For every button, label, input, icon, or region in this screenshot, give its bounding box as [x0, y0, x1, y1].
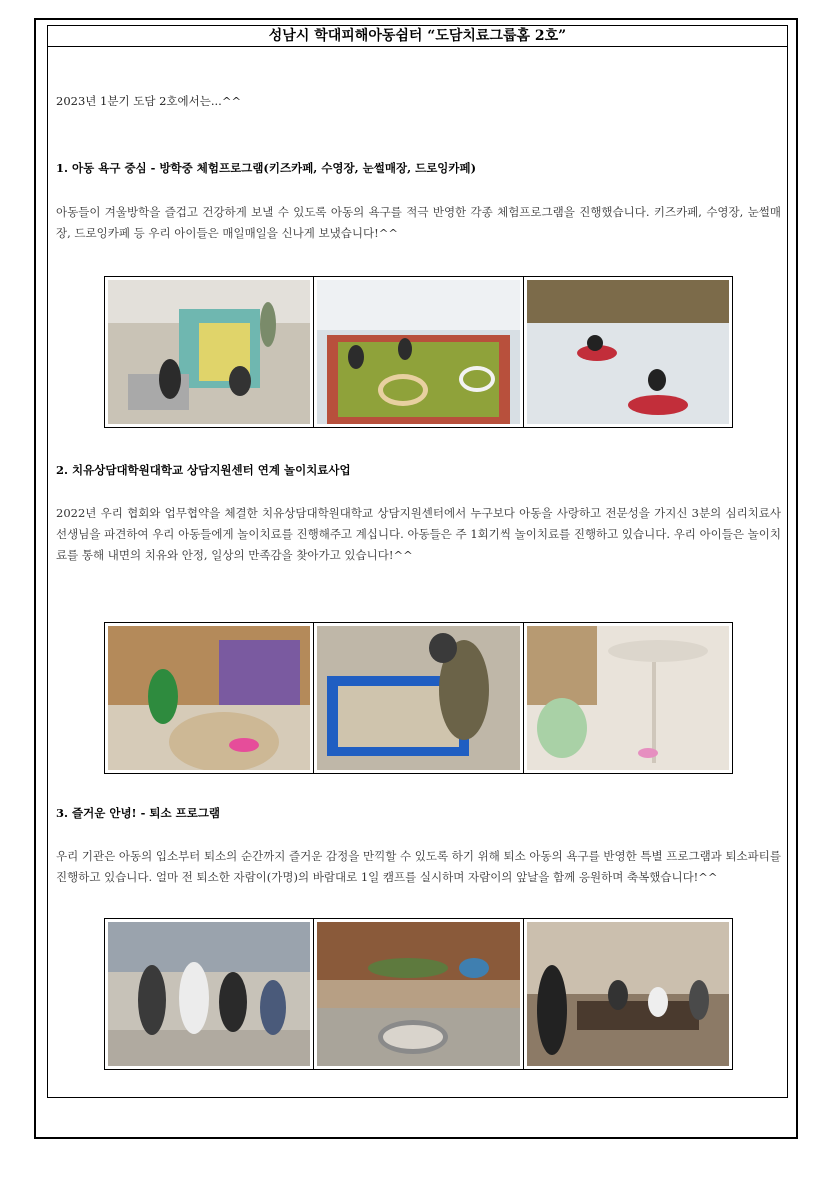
farewell-party-photo: [524, 919, 732, 1069]
campfire-site-photo: [314, 919, 523, 1069]
sand-tray-photo: [314, 623, 523, 773]
section-3-photo-row: [104, 918, 733, 1070]
section-1-heading: 1. 아동 욕구 중심 - 방학중 체험프로그램(키즈카페, 수영장, 눈썰매장, 드로잉카페): [56, 161, 477, 175]
snow-sled-photo: [524, 277, 732, 427]
play-therapy-clay-photo: [105, 623, 314, 773]
section-1-photo-row: [104, 276, 733, 428]
swimming-pool-photo: [314, 277, 523, 427]
therapy-room-photo: [524, 623, 732, 773]
section-2-photo-row: [104, 622, 733, 774]
section-3-heading: 3. 즐거운 안녕! - 퇴소 프로그램: [56, 806, 221, 820]
section-3-body: 우리 기관은 아동의 입소부터 퇴소의 순간까지 즐거운 감정을 만끽할 수 있도록 하기 위해 퇴소 아동의 욕구를 반영한 특별 프로그램과 퇴소파티를 진행하고 있습니다. 얼마 전 퇴소한 자람이(가명)의 바람대로 1일 캠프를 실시하며 자람이의 앞날을 함께 응원하며 축복했습니다!^^: [56, 849, 781, 884]
page-title: 성남시 학대피해아동쉼터 “도담치료그룹홈 2호”: [47, 25, 788, 47]
camp-group-photo: [105, 919, 314, 1069]
intro-text: 2023년 1분기 도담 2호에서는...^^: [56, 94, 242, 108]
kids-cafe-photo: [105, 277, 314, 427]
section-2-body: 2022년 우리 협회와 업무협약을 체결한 치유상담대학원대학교 상담지원센터에서 누구보다 아동을 사랑하고 전문성을 가지신 3분의 심리치료사 선생님을 파견하여 우리 아동들에게 놀이치료를 진행해주고 계십니다. 아동들은 주 1회기씩 놀이치료를 진행하고 있습니다. 우리 아이들은 놀이치료를 통해 내면의 치유와 안정, 일상의 만족감을 찾아가고 있습니다!^^: [56, 506, 781, 562]
section-1-body: 아동들이 겨울방학을 즐겁고 건강하게 보낼 수 있도록 아동의 욕구를 적극 반영한 각종 체험프로그램을 진행했습니다. 키즈카페, 수영장, 눈썰매장, 드로잉카페 등 우리 아이들은 매일매일을 신나게 보냈습니다!^^: [56, 205, 781, 240]
section-2-heading: 2. 치유상담대학원대학교 상담지원센터 연계 놀이치료사업: [56, 463, 351, 477]
